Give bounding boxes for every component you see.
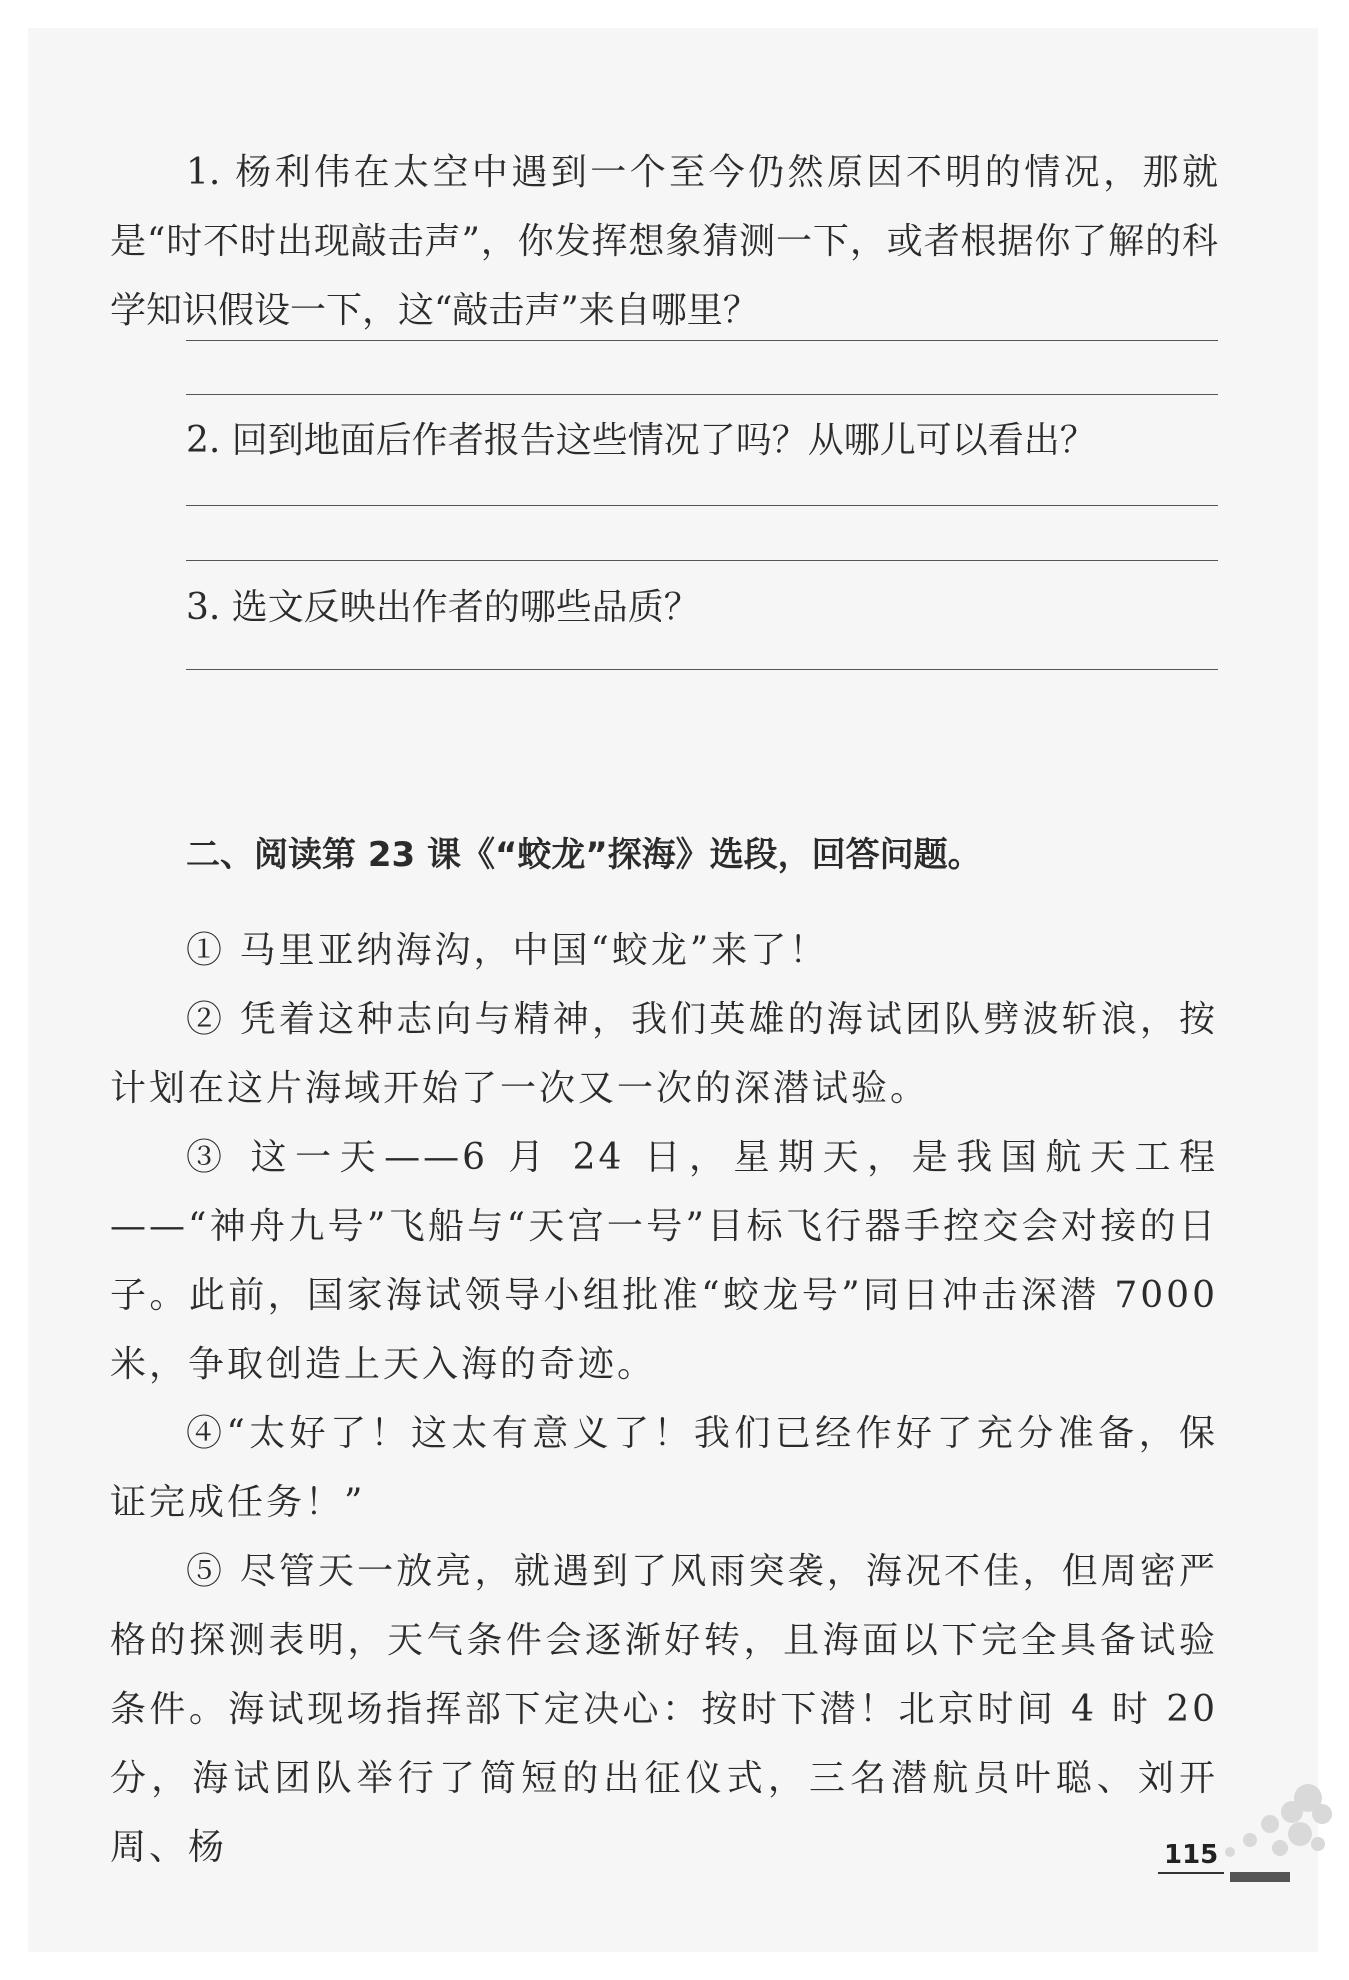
answer-line[interactable] <box>186 394 1218 395</box>
answer-line[interactable] <box>186 340 1218 341</box>
question-1: 1. 杨利伟在太空中遇到一个至今仍然原因不明的情况，那就是“时不时出现敲击声”，你发挥想象猜测一下，或者根据你了解的科学知识假设一下，这“敲击声”来自哪里？ <box>110 152 1218 331</box>
answer-line[interactable] <box>186 560 1218 561</box>
passage-paragraph: ② 凭着这种志向与精神，我们英雄的海试团队劈波斩浪，按计划在这片海域开始了一次又一次的深潜试验。 <box>110 999 1218 1109</box>
passage-paragraph: ⑤ 尽管天一放亮，就遇到了风雨突袭，海况不佳，但周密严格的探测表明，天气条件会逐渐好转，且海面以下完全具备试验条件。海试现场指挥部下定决心：按时下潜！北京时间 4 时 20 分，海试团队举行了简短的出征仪式，三名潜航员叶聪、刘开周、杨 <box>110 1551 1218 1868</box>
question-3: 3. 选文反映出作者的哪些品质？ <box>186 587 700 628</box>
page-sheet <box>28 28 1318 1952</box>
section-heading: 二、阅读第 23 课《“蛟龙”探海》选段，回答问题。 <box>186 835 982 875</box>
passage-paragraph: ① 马里亚纳海沟，中国“蛟龙”来了！ <box>186 930 829 971</box>
page-number: 115 <box>1158 1840 1224 1874</box>
question-2: 2. 回到地面后作者报告这些情况了吗？从哪儿可以看出？ <box>186 420 1096 461</box>
answer-line[interactable] <box>186 669 1218 670</box>
answer-line[interactable] <box>186 505 1218 506</box>
page-number-bar <box>1230 1872 1290 1882</box>
reading-passage <box>110 916 1218 1882</box>
passage-paragraph: ④“太好了！这太有意义了！我们已经作好了充分准备，保证完成任务！” <box>110 1413 1218 1523</box>
passage-paragraph: ③ 这一天——6 月 24 日，星期天，是我国航天工程——“神舟九号”飞船与“天宫一号”目标飞行器手控交会对接的日子。此前，国家海试领导小组批准“蛟龙号”同日冲击深潜 7000 米，争取创造上天入海的奇迹。 <box>110 1137 1218 1385</box>
